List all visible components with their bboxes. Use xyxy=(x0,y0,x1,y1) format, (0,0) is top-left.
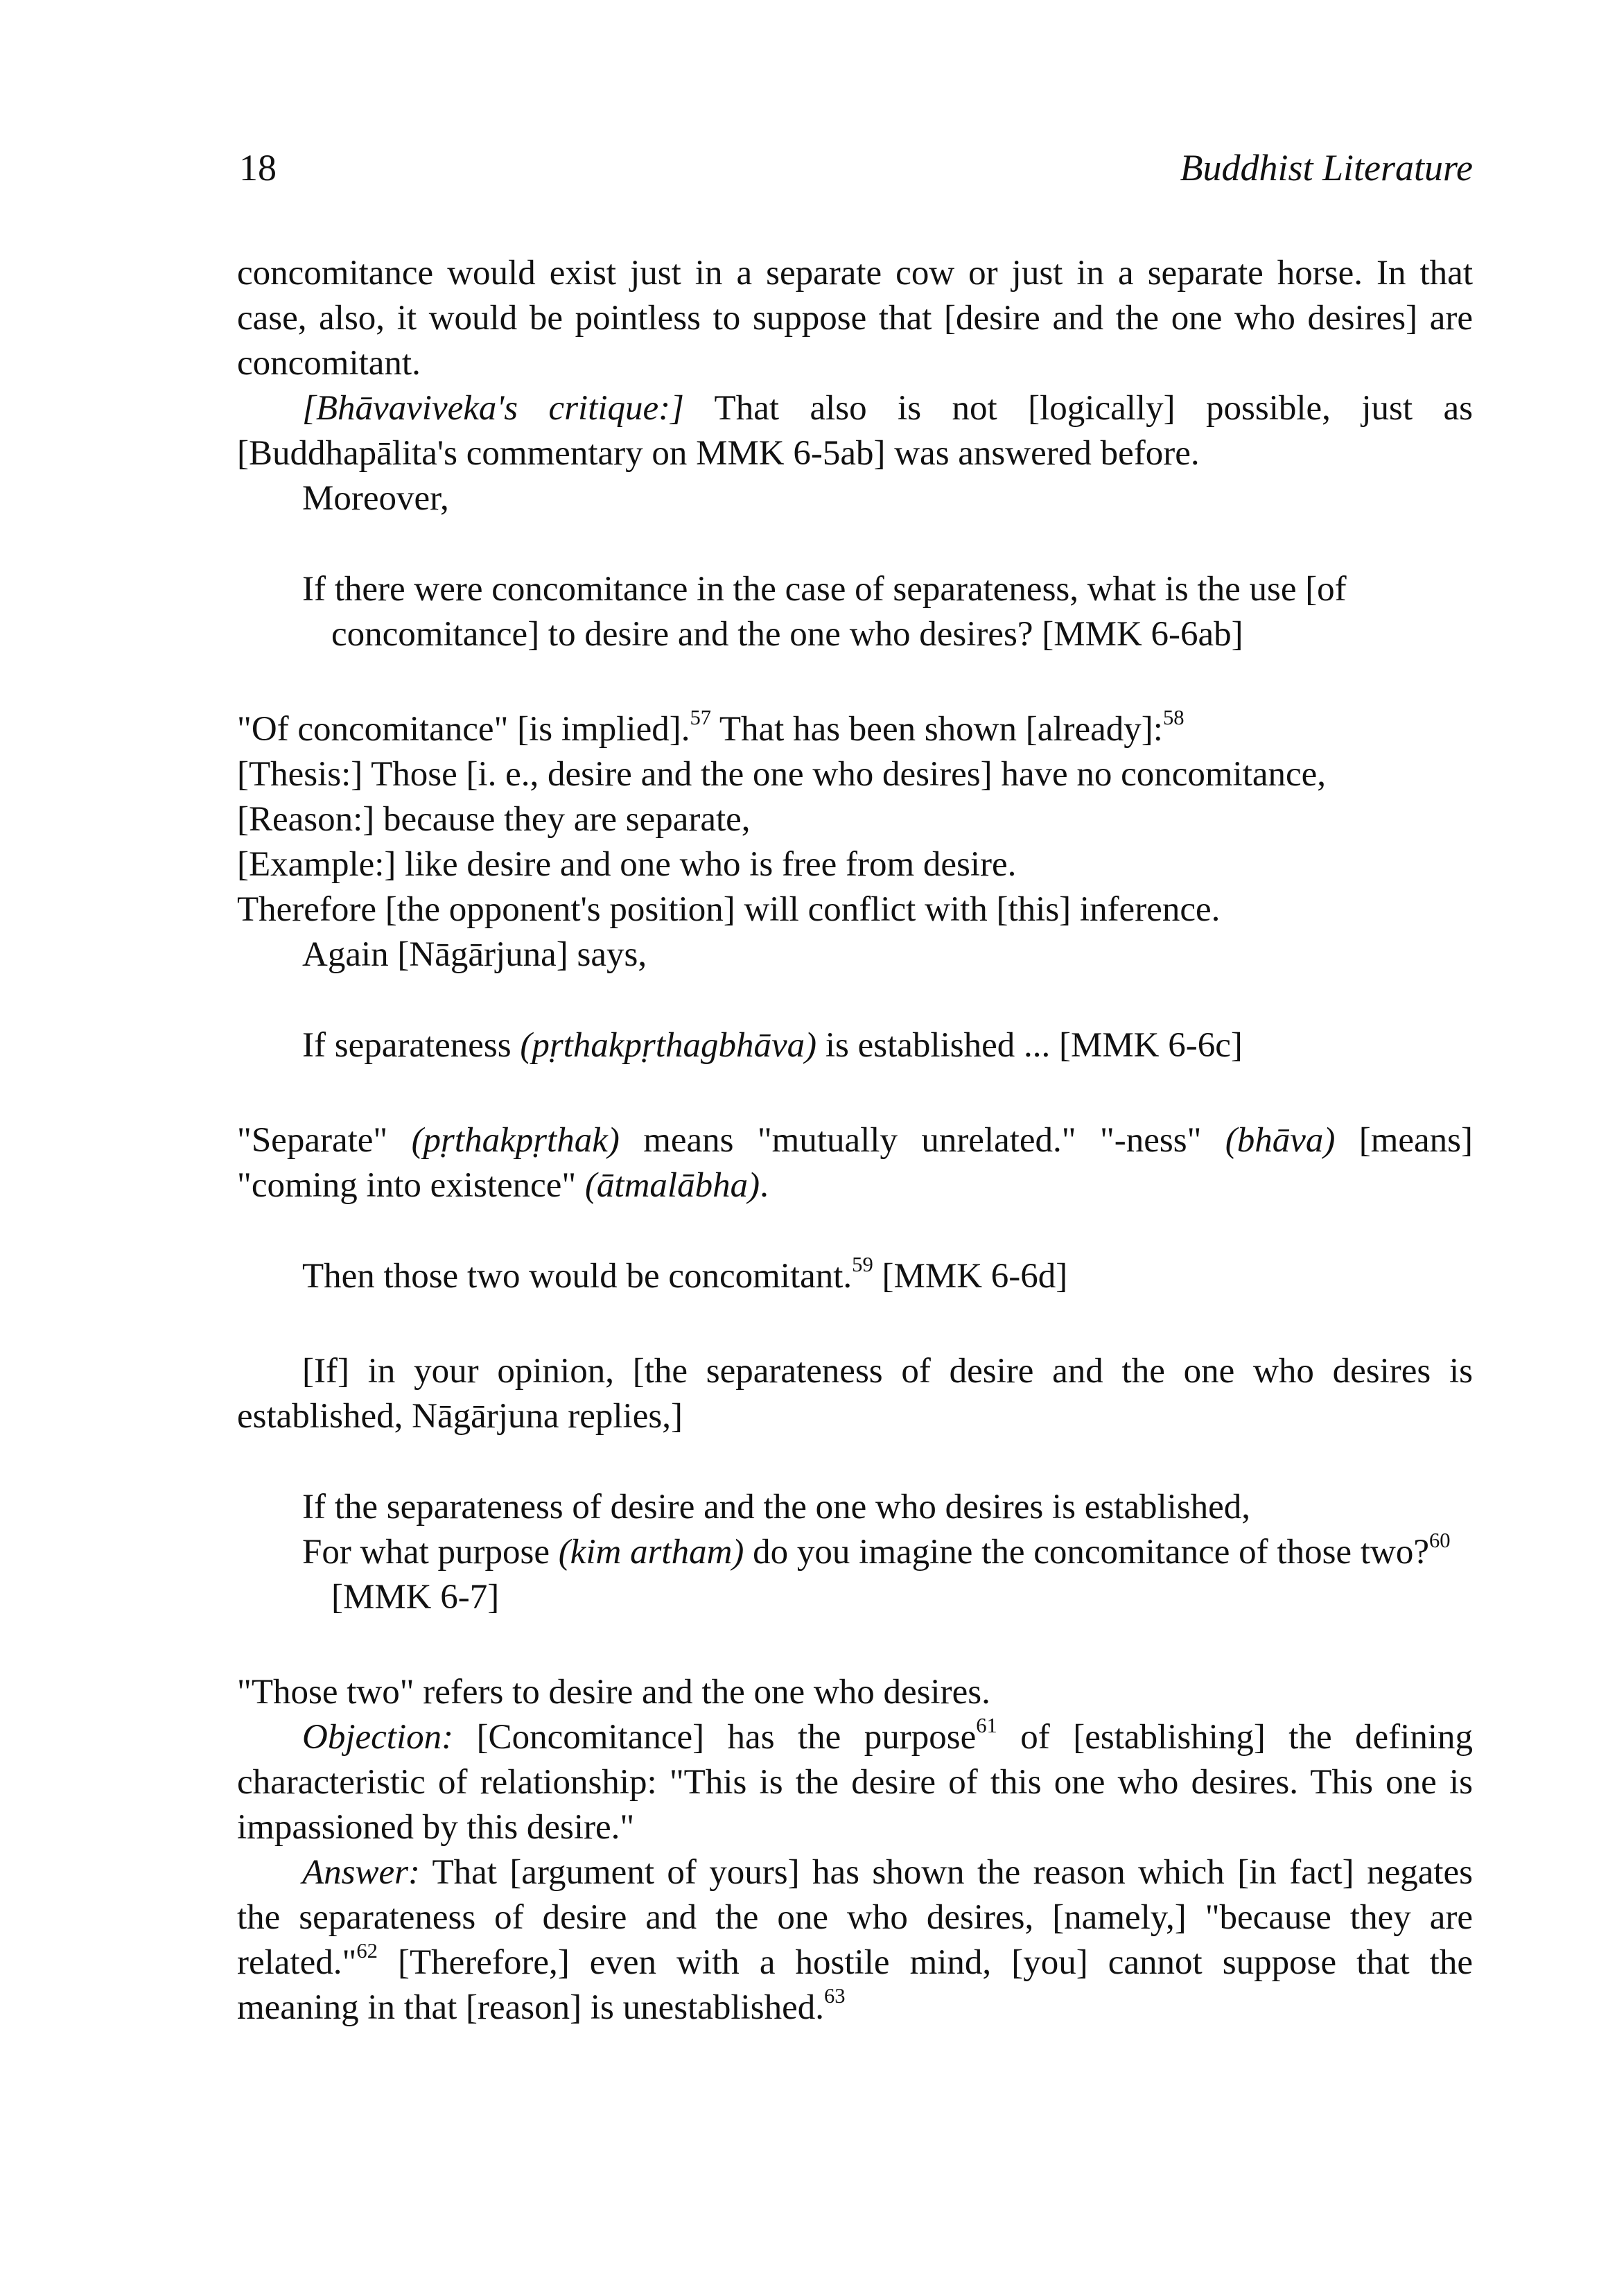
footnote-ref-59[interactable]: 59 xyxy=(852,1253,873,1277)
spacer xyxy=(237,1299,1473,1349)
verse-mmk-6-7-line-2 xyxy=(302,1530,1473,1620)
footnote-ref-57[interactable]: 57 xyxy=(690,706,712,730)
paragraph-text: That [argument of yours] has shown the reason which [in fact] negates the separateness of desire and the one who desires, [namely,] "because they are related." xyxy=(237,1853,1473,1982)
paragraph-text: of [establishing] the defining characteristic of relationship: "This is the desire of this one who desires. This one is impassioned by this desire." xyxy=(237,1718,1474,1847)
paragraph-separate-means xyxy=(237,1118,1473,1208)
paragraph-again-nagarjuna xyxy=(237,932,1473,977)
paragraph-text: "Of concomitance" [is implied]. xyxy=(237,710,690,749)
paragraph-objection xyxy=(237,1715,1473,1850)
paragraph-those-two xyxy=(237,1670,1473,1715)
sanskrit-term: (pṛthakpṛthak) xyxy=(411,1121,620,1160)
paragraph-if-in-your-opinion xyxy=(237,1349,1473,1439)
verse-text: is established ... [MMK 6-6c] xyxy=(816,1026,1243,1065)
answer-label: Answer: xyxy=(302,1853,420,1892)
paragraph-answer xyxy=(237,1850,1473,2030)
verse-text: If the separateness of desire and the one who desires is established, xyxy=(302,1488,1251,1527)
spacer xyxy=(237,1620,1473,1670)
paragraph-text: [Therefore,] even with a hostile mind, [you] cannot suppose that the meaning in that [reason] is unestablished. xyxy=(237,1943,1473,2027)
objection-label: Objection: xyxy=(302,1718,454,1757)
paragraph-text: concomitance would exist just in a separate cow or just in a separate horse. In that case, also, it would be pointless to suppose that [desire and the one who desires] are concomitant. xyxy=(237,254,1473,383)
spacer xyxy=(237,1208,1473,1254)
verse-text: If separateness xyxy=(302,1026,521,1065)
verse-text: do you imagine the concomitance of those two? xyxy=(744,1533,1429,1572)
paragraph-text: . xyxy=(760,1166,769,1205)
spacer xyxy=(237,1439,1473,1485)
paragraph-text: That has been shown [already]: xyxy=(711,710,1163,749)
paragraph-bhavaviveka-critique xyxy=(237,386,1473,476)
syllogism-example: [Example:] like desire and one who is free from desire. xyxy=(237,845,1017,884)
sanskrit-term: (pṛthakpṛthagbhāva) xyxy=(520,1026,817,1065)
page-number: 18 xyxy=(239,147,277,189)
paragraph-text: [If] in your opinion, [the separateness of desire and the one who desires is established, Nāgārjuna replies,] xyxy=(237,1352,1473,1436)
verse-text: If there were concomitance in the case of separateness, what is the use [of concomitance] to desire and the one who desires? [MMK 6-6ab] xyxy=(302,570,1347,654)
spacer xyxy=(237,1068,1473,1118)
sanskrit-term: (kim artham) xyxy=(558,1533,744,1572)
syllogism-reason: [Reason:] because they are separate, xyxy=(237,800,751,839)
footnote-ref-62[interactable]: 62 xyxy=(356,1939,378,1963)
paragraph-moreover xyxy=(237,476,1473,521)
critique-label: [Bhāvaviveka's critique:] xyxy=(302,389,685,428)
paragraph-therefore xyxy=(237,887,1473,932)
syllogism-thesis: [Thesis:] Those [i. e., desire and the one who desires] have no concomitance, xyxy=(237,755,1327,794)
sanskrit-term: (bhāva) xyxy=(1225,1121,1336,1160)
footnote-ref-60[interactable]: 60 xyxy=(1428,1529,1451,1553)
paragraph-text: means "mutually unrelated." "-ness" xyxy=(619,1121,1225,1160)
paragraph-text: Again [Nāgārjuna] says, xyxy=(302,935,647,974)
verse-mmk-6-6ab xyxy=(302,567,1473,657)
paragraph-text: "Those two" refers to desire and the one who desires. xyxy=(237,1673,990,1712)
spacer xyxy=(237,657,1473,707)
verse-text: [MMK 6-7] xyxy=(331,1578,500,1617)
verse-text: [MMK 6-6d] xyxy=(873,1257,1068,1296)
paragraph-text: Therefore [the opponent's position] will conflict with [this] inference. xyxy=(237,890,1221,929)
paragraph-text: [Concomitance] has the purpose xyxy=(453,1718,977,1757)
page-body xyxy=(237,251,1473,2030)
verse-text: For what purpose xyxy=(302,1533,559,1572)
paragraph-text: [means] "coming into existence" xyxy=(237,1121,1473,1205)
paragraph-text: That also is not [logically] possible, just as [Buddhapālita's commentary on MMK 6-5ab] was answered before. xyxy=(237,389,1473,473)
footnote-ref-63[interactable]: 63 xyxy=(823,1984,846,2008)
footnote-ref-61[interactable]: 61 xyxy=(976,1714,997,1738)
verse-mmk-6-6c xyxy=(302,1023,1473,1068)
verse-mmk-6-7-line-1 xyxy=(302,1485,1473,1530)
running-title: Buddhist Literature xyxy=(1180,147,1473,189)
sanskrit-term: (ātmalābha) xyxy=(584,1166,760,1205)
verse-text: Then those two would be concomitant. xyxy=(302,1257,853,1296)
paragraph-1 xyxy=(237,251,1473,386)
paragraph-text: "Separate" xyxy=(237,1121,412,1160)
spacer xyxy=(237,521,1473,567)
page-header xyxy=(239,146,1473,194)
footnote-ref-58[interactable]: 58 xyxy=(1162,706,1185,730)
spacer xyxy=(237,977,1473,1023)
paragraph-text: Moreover, xyxy=(302,479,449,518)
paragraph-of-concomitance xyxy=(237,707,1473,752)
verse-mmk-6-6d xyxy=(302,1254,1473,1299)
